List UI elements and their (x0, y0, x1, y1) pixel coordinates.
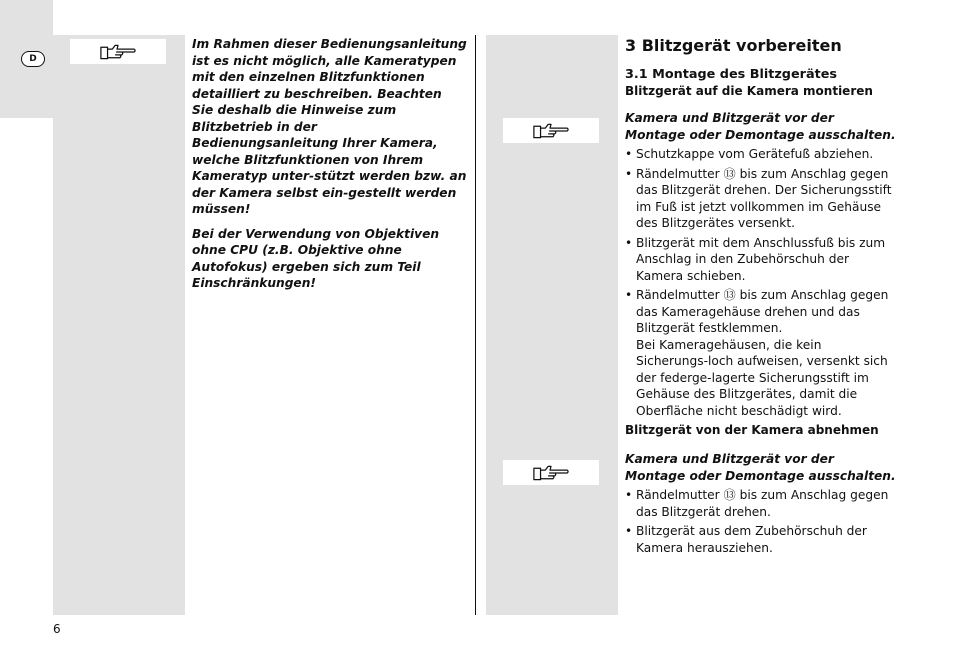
list-item: • Rändelmutter ⑬ bis zum Anschlag gegen das Blitzgerät drehen. (625, 487, 897, 520)
warning-note: Kamera und Blitzgerät vor der Montage oder Demontage ausschalten. (625, 452, 896, 483)
list-item: • Blitzgerät mit dem Anschlussfuß bis zum Anschlag in den Zubehörschuh der Kamera schieben. (625, 235, 897, 285)
page-number: 6 (53, 622, 61, 636)
instruction-list (625, 487, 897, 556)
chapter-title: 3 Blitzgerät vorbereiten (625, 36, 842, 55)
subsection-heading: Blitzgerät auf die Kamera montieren (625, 84, 873, 98)
list-item: • Rändelmutter ⑬ bis zum Anschlag gegen das Blitzgerät drehen. Der Sicherungsstift im Fuß ist jetzt vollkommen im Gehäuse des Blitzgerätes versenkt. (625, 166, 897, 232)
language-badge: D (21, 51, 45, 67)
list-item-extra: Bei Kameragehäusen, die kein Sicherungs-loch aufweisen, versenkt sich der federge-lagerte Sicherungsstift im Gehäuse des Blitzgerätes, damit die Oberfläche nicht beschädigt wird. (636, 337, 888, 418)
list-item: • Blitzgerät aus dem Zubehörschuh der Kamera herausziehen. (625, 523, 897, 556)
section-title: 3.1 Montage des Blitzgerätes (625, 67, 838, 82)
warning-note: Kamera und Blitzgerät vor der Montage oder Demontage ausschalten. (625, 111, 896, 142)
pointing-hand-icon (70, 39, 166, 64)
list-item (625, 287, 897, 419)
right-content (625, 36, 897, 559)
instruction-list (625, 146, 897, 419)
note-paragraph: Im Rahmen dieser Bedienungsanleitung ist es nicht möglich, alle Kameratypen mit den einzelnen Blitzfunktionen detailliert zu beschreiben. Beachten Sie deshalb die Hinweise zum Blitzbetrieb in der Bedienungsanleitung Ihrer Kamera, welche Blitzfunktionen von Ihrem Kameratyp unter-stützt werden bzw. an der Kamera selbst ein-gestellt werden müssen! (192, 37, 467, 216)
pointing-hand-icon (503, 118, 599, 143)
list-item: • Schutzkappe vom Gerätefuß abziehen. (625, 146, 897, 163)
note-paragraph: Bei der Verwendung von Objektiven ohne CPU (z.B. Objektive ohne Autofokus) ergeben sich zum Teil Einschränkungen! (192, 226, 440, 290)
left-margin-column (53, 35, 185, 615)
subsection-heading: Blitzgerät von der Kamera abnehmen (625, 423, 879, 437)
left-notes (192, 36, 467, 300)
column-divider (475, 35, 476, 615)
pointing-hand-icon (503, 460, 599, 485)
list-item-text: Rändelmutter ⑬ bis zum Anschlag gegen das Kameragehäuse drehen und das Blitzgerät festklemmen. (636, 288, 889, 335)
